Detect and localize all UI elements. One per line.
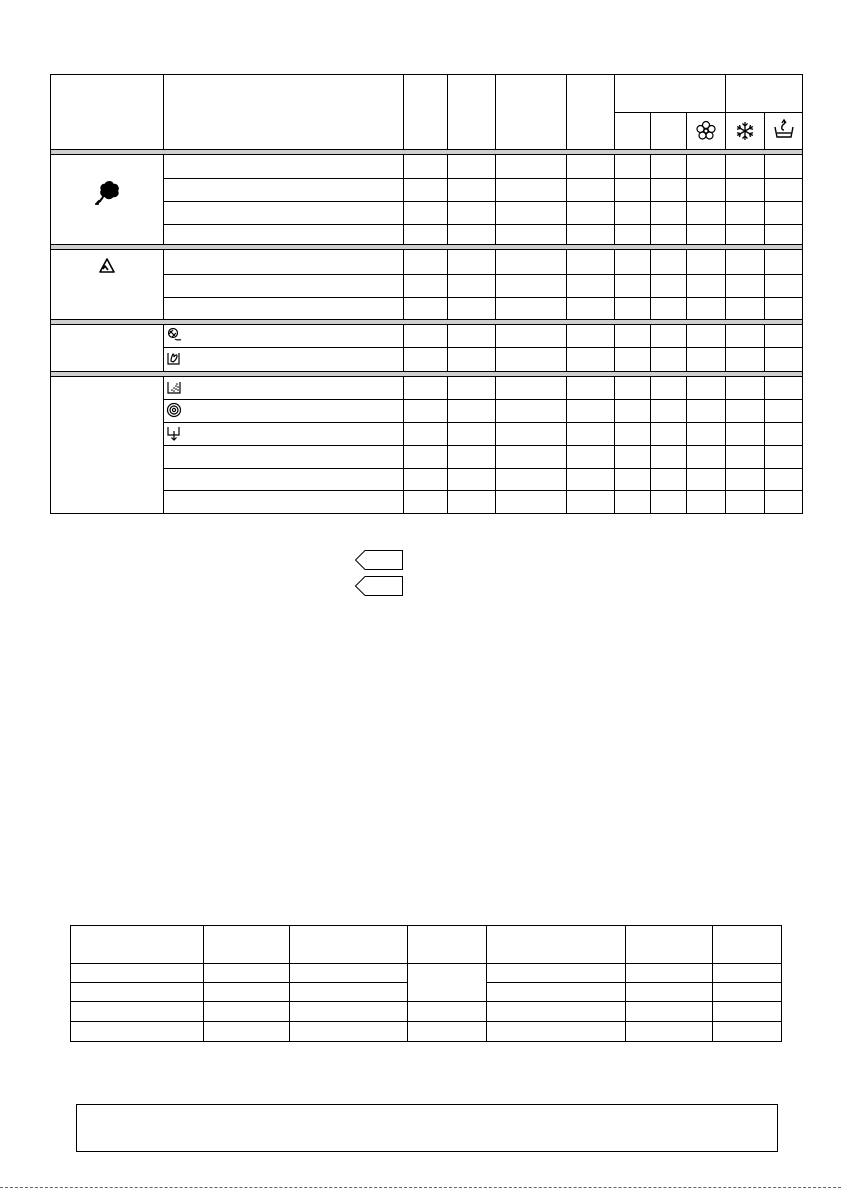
note-box [76, 1104, 778, 1152]
page-edge-rule [0, 1187, 841, 1188]
